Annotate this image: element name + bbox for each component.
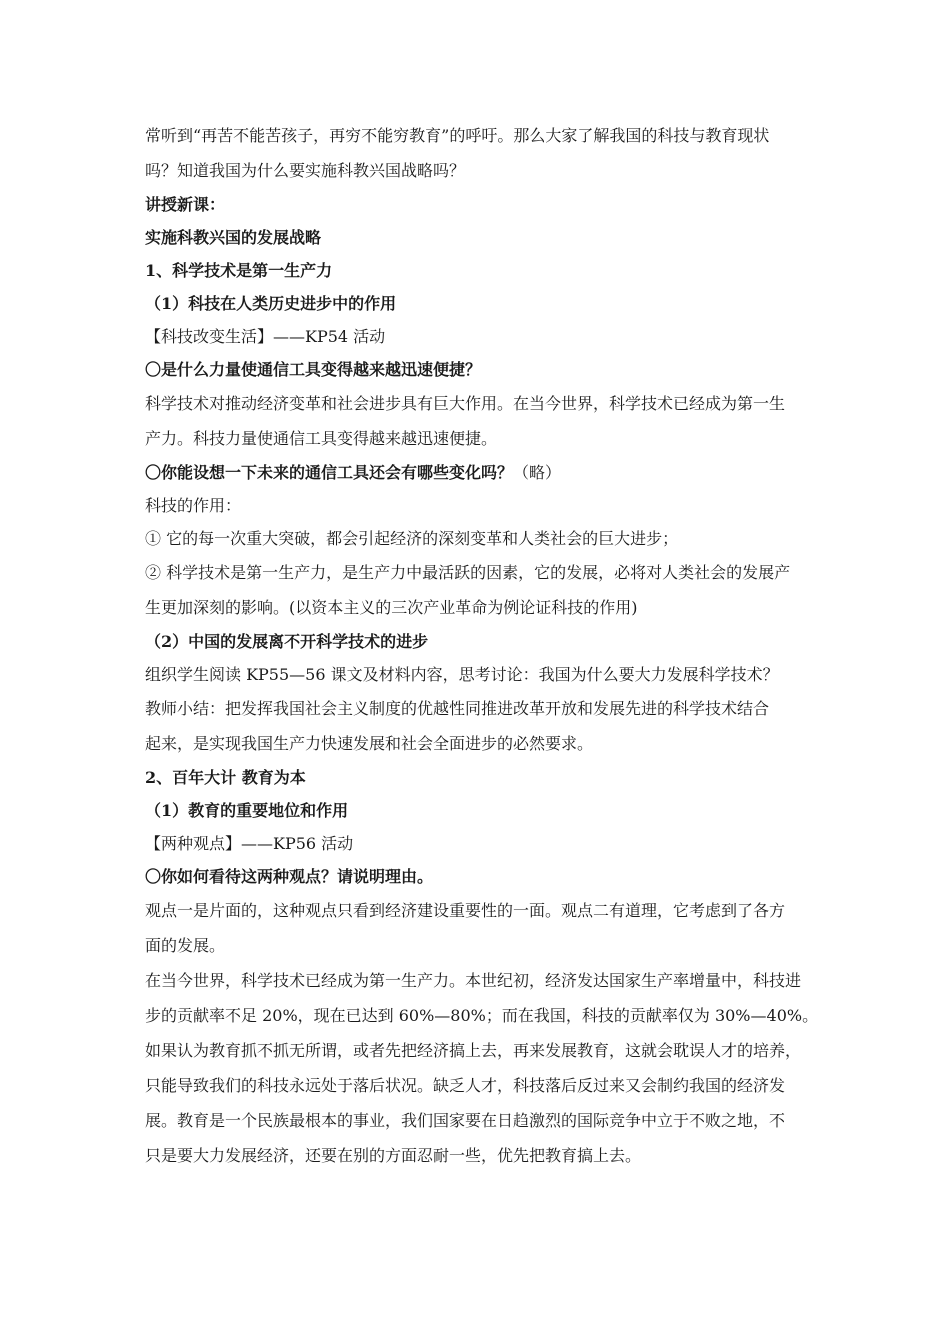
question-1: 〇是什么力量使通信工具变得越来越迅速便捷？ [145,360,482,379]
role-item-1: ① 它的每一次重大突破，都会引起经济的深刻变革和人类社会的巨大进步； [145,529,679,548]
paragraph-line-4: 只能导致我们的科技永远处于落后状况。缺乏人才，科技落后反过来又会制约我国的经济发 [145,1076,786,1095]
question-2-note: （略） [513,463,562,482]
heading-1: 1、科学技术是第一生产力 [145,261,333,280]
summary-line-1: 教师小结：把发挥我国社会主义制度的优越性同推进改革开放和发展先进的科学技术结合 [145,699,770,718]
document-body [145,118,819,1173]
role-title: 科技的作用： [145,496,242,515]
answer-3-line-1: 观点一是片面的，这种观点只看到经济建设重要性的一面。观点二有道理，它考虑到了各方 [145,901,786,920]
answer-1-line-2: 产力。科技力量使通信工具变得越来越迅速便捷。 [145,429,498,448]
question-2-line [145,456,810,489]
answer-3-line-2: 面的发展。 [145,936,226,955]
paragraph-line-6: 只是要大力发展经济，还要在别的方面忍耐一些，优先把教育搞上去。 [145,1146,642,1165]
subheading-1-1: （1）科技在人类历史进步中的作用 [145,294,397,313]
heading-2: 2、百年大计 教育为本 [145,768,306,787]
question-3: 〇你如何看待这两种观点？请说明理由。 [145,867,434,886]
role-item-2-line-1: ② 科学技术是第一生产力，是生产力中最活跃的因素，它的发展，必将对人类社会的发展产 [145,563,791,582]
subheading-2-1: （1）教育的重要地位和作用 [145,801,349,820]
paragraph-line-3: 如果认为教育抓不抓无所谓，或者先把经济搞上去，再来发展教育，这就会耽误人才的培养， [145,1041,802,1060]
paragraph-line-5: 展。教育是一个民族最根本的事业，我们国家要在日趋激烈的国际竞争中立于不败之地，不 [145,1111,786,1130]
paragraph-line-2: 步的贡献率不足 20%，现在已达到 60%—80%；而在我国，科技的贡献率仅为 30%—40%。 [145,1006,819,1025]
discussion: 组织学生阅读 KP55—56 课文及材料内容，思考讨论：我国为什么要大力发展科学技术？ [145,665,779,684]
subheading-1-2: （2）中国的发展离不开科学技术的进步 [145,632,429,651]
intro-line-2: 吗？知道我国为什么要实施科教兴国战略吗？ [145,161,466,180]
summary-line-2: 起来，是实现我国生产力快速发展和社会全面进步的必然要求。 [145,734,594,753]
intro-line-1: 常听到“再苦不能苦孩子，再穷不能穷教育”的呼吁。那么大家了解我国的科技与教育现状 [145,126,770,145]
answer-1-line-1: 科学技术对推动经济变革和社会进步具有巨大作用。在当今世界，科学技术已经成为第一生 [145,394,786,413]
section-title: 实施科教兴国的发展战略 [145,228,322,247]
question-2: 〇你能设想一下未来的通信工具还会有哪些变化吗？ [145,463,514,482]
role-item-2-line-2: 生更加深刻的影响。(以资本主义的三次产业革命为例论证科技的作用) [145,598,638,617]
activity-2: 【两种观点】——KP56 活动 [145,834,354,853]
lecture-label: 讲授新课： [145,195,226,214]
paragraph-line-1: 在当今世界，科学技术已经成为第一生产力。本世纪初，经济发达国家生产率增量中，科技进 [145,971,802,990]
activity-1: 【科技改变生活】——KP54 活动 [145,327,386,346]
